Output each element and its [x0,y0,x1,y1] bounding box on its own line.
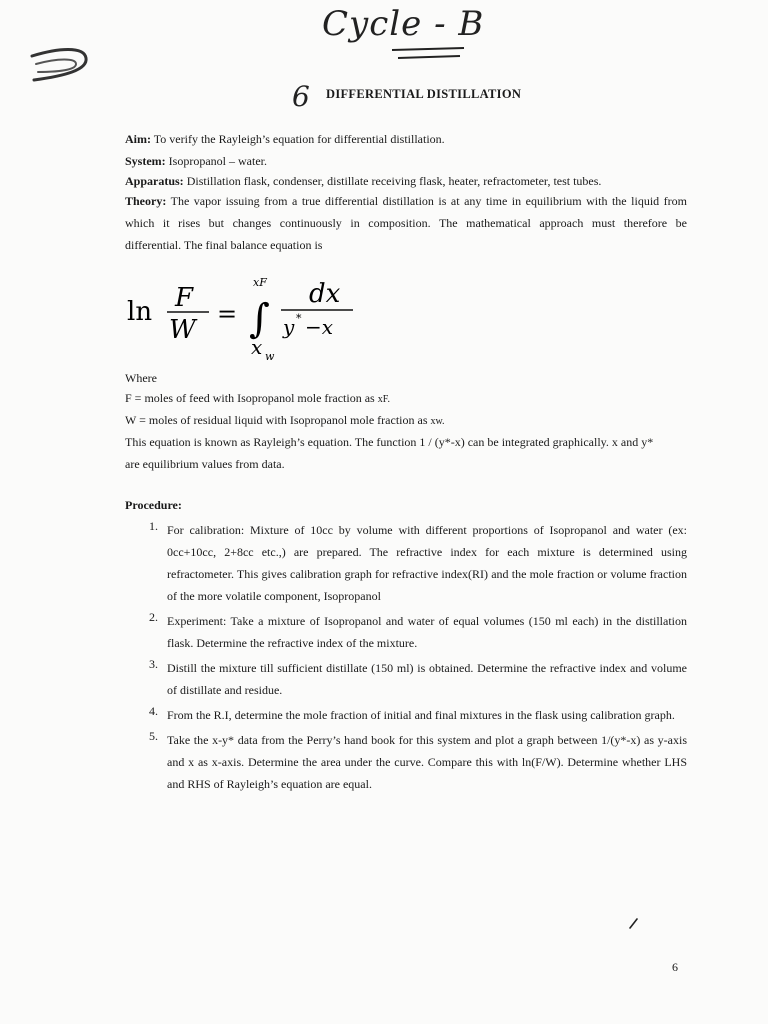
handwritten-underline [388,44,468,64]
procedure-item [125,657,687,701]
procedure-item-text: Take the x-y* data from the Perry’s hand book for this system and plot a graph between 1/(y*-x) as y-axis and x as x-axis. Determine the area under the curve. Compare this with ln(F/W). Determine whether LHS and RHS of Rayleigh’s equation are equal. [167,733,687,791]
formula-W: W [169,315,196,345]
procedure-item [125,704,687,726]
system-text: Isopropanol – water. [168,154,267,168]
where-label: Where [125,371,157,385]
procedure-item-number: 1. [149,519,158,533]
procedure-item-number: 5. [149,729,158,743]
formula-lower-x: x [251,335,263,359]
formula-equals: = [217,300,238,328]
paper-clip-icon [28,44,92,90]
procedure-item-number: 3. [149,657,158,671]
apparatus-line [125,170,601,192]
procedure-item-text: Distill the mixture till sufficient distillate (150 ml) is obtained. Determine the refractive index and volume of distillate and residue. [167,661,687,697]
handwritten-experiment-number: 6 [292,80,310,113]
equilibrium-note: are equilibrium values from data. [125,457,285,471]
apparatus-text: Distillation flask, condenser, distillate receiving flask, heater, refractometer, test tubes. [186,174,602,188]
formula-dx: dx [309,279,341,309]
procedure-item-text: For calibration: Mixture of 10cc by volume with different proportions of Isopropanol and water (ex: 0cc+10cc, 2+8cc etc.,) are prepared. The refractive index for each mixture is determined using refractometer. This gives calibration graph for refractive index(RI) and the mole fraction or volume fraction of the more volatile component, Isopropanol [167,523,687,603]
rayleigh-equation [125,272,385,368]
procedure-heading: Procedure: [125,498,182,512]
handwritten-cycle-heading: Cycle - B [322,4,485,44]
system-label: System: [125,154,166,168]
page-title: DIFFERENTIAL DISTILLATION [326,87,522,101]
page-number: 6 [672,960,678,974]
procedure-item-number: 2. [149,610,158,624]
rayleigh-note: This equation is known as Rayleigh’s equation. The function 1 / (y*-x) can be integrated graphically. x and y* [125,435,654,449]
procedure-item [125,729,687,795]
formula-upper-limit: xF [253,276,267,289]
aim-label: Aim: [125,132,151,146]
feed-variable: xF. [377,394,390,405]
procedure-item [125,610,687,654]
formula-lower-sub: w [265,350,275,363]
procedure-item-text: Experiment: Take a mixture of Isopropanol and water of equal volumes (150 ml each) in the distillation flask. Determine the refractive index of the mixture. [167,614,687,650]
procedure-section [125,498,687,798]
residue-variable: xw. [430,416,445,427]
residue-definition [125,413,445,428]
theory-line-3: differential. The final balance equation is [125,238,323,252]
aim-line [125,128,445,150]
theory-line-1 [125,190,687,212]
apparatus-label: Apparatus: [125,174,184,188]
residue-definition-text: W = moles of residual liquid with Isopropanol mole fraction as [125,413,428,427]
theory-line-2: which it rises but changes continuously in composition. The mathematical approach must therefore be [125,216,687,230]
theory-label: Theory: [125,194,167,208]
formula-y: y [283,315,295,339]
system-line [125,150,267,172]
pen-mark-icon [628,916,640,930]
formula-integral: ∫ [249,296,270,342]
procedure-item-number: 4. [149,704,158,718]
formula-minus-x: −x [305,315,334,339]
formula-star: * [296,312,302,325]
procedure-item-text: From the R.I, determine the mole fraction of initial and final mixtures in the flask using calibration graph. [167,708,675,722]
aim-text: To verify the Rayleigh’s equation for differential distillation. [153,132,445,146]
formula-F: F [175,283,194,313]
feed-definition-text: F = moles of feed with Isopropanol mole fraction as [125,391,375,405]
feed-definition [125,391,390,406]
procedure-item [125,519,687,607]
theory-paragraph [125,190,687,256]
theory-text-1: The vapor issuing from a true differential distillation is at any time in equilibrium with the liquid from [170,194,687,208]
formula-ln: ln [127,297,153,327]
